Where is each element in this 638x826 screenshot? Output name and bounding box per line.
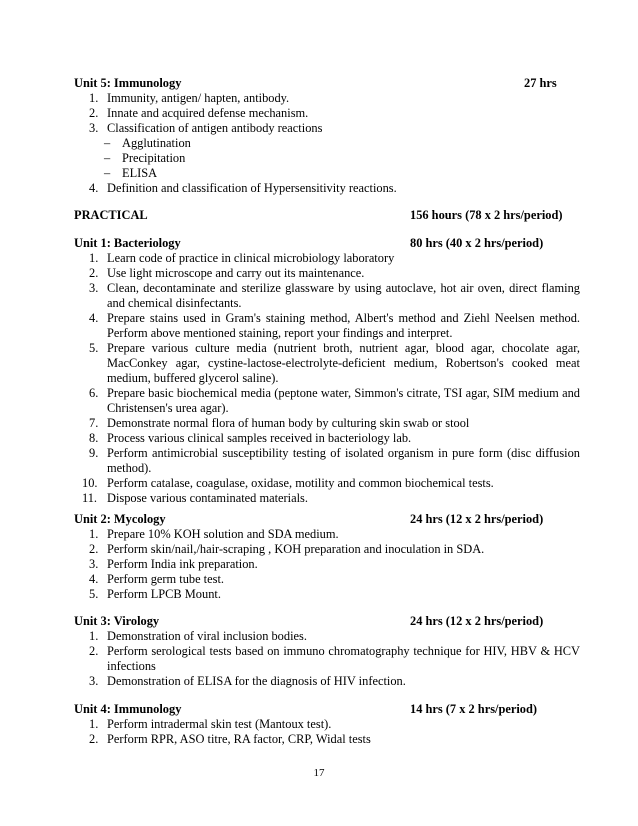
list-item: 5. Prepare various culture media (nutrient broth, nutrient agar, blood agar, chocolate agar, MacConkey agar, cystine-lactose-electrolyte-deficient medium, Robertson's cooked meat medium, buffered glycerol saline). bbox=[89, 341, 580, 385]
p-unit2-list bbox=[74, 527, 580, 602]
list-item: 2. Perform RPR, ASO titre, RA factor, CRP, Widal tests bbox=[89, 732, 371, 746]
p-unit4-list bbox=[74, 717, 580, 747]
list-item: 1. Prepare 10% KOH solution and SDA medium. bbox=[89, 527, 339, 541]
list-item: 3. Classification of antigen antibody reactions bbox=[89, 121, 323, 135]
p-unit3-hours: 24 hrs (12 x 2 hrs/period) bbox=[410, 614, 544, 628]
list-item: 2. Perform serological tests based on immuno chromatography technique for HIV, HBV & HCV infections bbox=[89, 644, 580, 673]
sub-list-item: – Agglutination bbox=[104, 136, 191, 150]
unit5-list bbox=[74, 91, 580, 136]
unit5-header bbox=[74, 76, 580, 91]
p-unit2-header bbox=[74, 512, 580, 527]
list-item: 3. Clean, decontaminate and sterilize glassware by using autoclave, hot air oven, direct flaming and chemical disinfectants. bbox=[89, 281, 580, 310]
list-item: 7. Demonstrate normal flora of human body by culturing skin swab or stool bbox=[89, 416, 470, 430]
p-unit4-title: Unit 4: Immunology bbox=[74, 702, 182, 716]
page-number: 17 bbox=[313, 767, 325, 779]
p-unit1-header bbox=[74, 236, 580, 251]
practical-header bbox=[74, 208, 580, 223]
list-item: 4. Prepare stains used in Gram's staining method, Albert's method and Ziehl Neelsen method. Perform above mentioned staining, report your findings and interpret. bbox=[89, 311, 580, 340]
p-unit1-title: Unit 1: Bacteriology bbox=[74, 236, 181, 250]
p-unit3-title: Unit 3: Virology bbox=[74, 614, 160, 628]
list-item: 2. Innate and acquired defense mechanism. bbox=[89, 106, 309, 120]
p-unit2-title: Unit 2: Mycology bbox=[74, 512, 166, 526]
practical-section bbox=[74, 208, 580, 223]
unit5-section bbox=[74, 76, 580, 196]
practical-hours: 156 hours (78 x 2 hrs/period) bbox=[410, 208, 563, 222]
sub-list-item: – ELISA bbox=[104, 166, 158, 180]
list-item: 1. Learn code of practice in clinical microbiology laboratory bbox=[89, 251, 395, 265]
list-item: 1. Immunity, antigen/ hapten, antibody. bbox=[89, 91, 290, 105]
unit5-hours: 27 hrs bbox=[524, 76, 557, 90]
list-item: 5. Perform LPCB Mount. bbox=[89, 587, 221, 601]
p-unit3-list bbox=[74, 629, 580, 689]
list-item: 6. Prepare basic biochemical media (peptone water, Simmon's citrate, TSI agar, SIM medium and Christensen's urea agar). bbox=[89, 386, 580, 415]
p-unit3-section bbox=[74, 614, 580, 689]
list-item: 2. Use light microscope and carry out its maintenance. bbox=[89, 266, 365, 280]
list-item: 4. Perform germ tube test. bbox=[89, 572, 224, 586]
list-item: 4. Definition and classification of Hypersensitivity reactions. bbox=[89, 181, 397, 195]
list-item: 9. Perform antimicrobial susceptibility testing of isolated organism in pure form (disc diffusion method). bbox=[89, 446, 580, 475]
p-unit1-section bbox=[74, 236, 580, 506]
p-unit1-hours: 80 hrs (40 x 2 hrs/period) bbox=[410, 236, 544, 250]
p-unit4-hours: 14 hrs (7 x 2 hrs/period) bbox=[410, 702, 538, 716]
unit5-title: Unit 5: Immunology bbox=[74, 76, 182, 90]
unit5-sublist bbox=[74, 136, 580, 181]
p-unit1-list bbox=[74, 251, 580, 506]
sub-list-item: – Precipitation bbox=[104, 151, 186, 165]
p-unit2-section bbox=[74, 512, 580, 602]
list-item: 11. Dispose various contaminated materials. bbox=[82, 491, 308, 505]
list-item: 1. Demonstration of viral inclusion bodies. bbox=[89, 629, 307, 643]
p-unit3-header bbox=[74, 614, 580, 629]
list-item: 8. Process various clinical samples received in bacteriology lab. bbox=[89, 431, 412, 445]
list-item: 10. Perform catalase, coagulase, oxidase, motility and common biochemical tests. bbox=[82, 476, 494, 490]
list-item: 3. Demonstration of ELISA for the diagnosis of HIV infection. bbox=[89, 674, 406, 688]
list-item: 2. Perform skin/nail,/hair-scraping , KOH preparation and inoculation in SDA. bbox=[89, 542, 485, 556]
list-item: 1. Perform intradermal skin test (Mantoux test). bbox=[89, 717, 332, 731]
list-item: 3. Perform India ink preparation. bbox=[89, 557, 258, 571]
p-unit2-hours: 24 hrs (12 x 2 hrs/period) bbox=[410, 512, 544, 526]
p-unit4-section bbox=[74, 702, 580, 747]
p-unit4-header bbox=[74, 702, 580, 717]
unit5-list-cont bbox=[74, 181, 580, 196]
practical-title: PRACTICAL bbox=[74, 208, 148, 222]
